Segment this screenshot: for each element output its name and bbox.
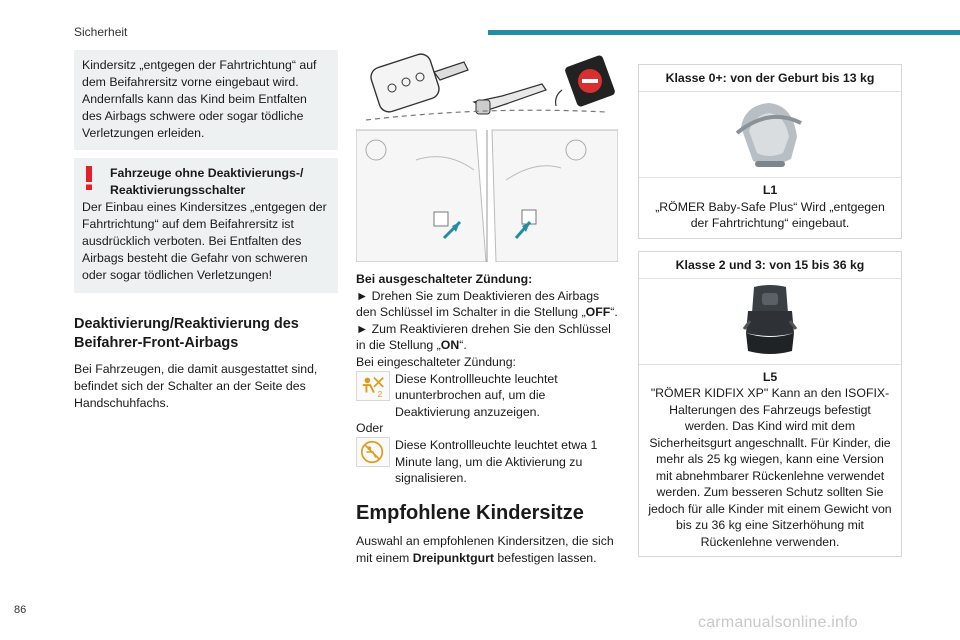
left-column <box>74 50 338 412</box>
exclamation-warning-icon <box>84 166 94 190</box>
section-heading: Deaktivierung/Reaktivierung des Beifahrer-Front-Airbags <box>74 316 299 351</box>
middle-column <box>356 50 620 567</box>
seat-table-class23 <box>638 251 902 558</box>
lamp-on-text: Diese Kontrollleuchte leuchtet etwa 1 Minute lang, um die Aktivierung zu signalisieren. <box>395 437 598 486</box>
switch-location-text: Bei Fahrzeugen, die damit ausgestattet sind, befindet sich der Schalter an der Seite des Handschuhfachs. <box>74 362 318 410</box>
seat-description <box>639 178 901 238</box>
warning-text: Der Einbau eines Kindersitzes „entgegen der Fahrtrichtung“ auf dem Beifahrersitz ist ausdrücklich verboten. Bei Entfalten des Airbags besteht die Gefahr von schweren oder sogar tödlichen Verletzungen! <box>82 200 327 282</box>
intro-text: Kindersitz „entgegen der Fahrtrichtung“ auf dem Beifahrersitz vorne eingebaut wird. Andernfalls kann das Kind beim Entfalten des Airbags schwere oder sogar tödliche Verletzungen erleiden. <box>82 58 317 140</box>
class-title: Klasse 0+: von der Geburt bis 13 kg <box>639 65 901 92</box>
reactivate-step: ► Zum Reaktivieren drehen Sie den Schlüssel in die Stellung „ON“. <box>356 321 611 353</box>
deactivate-step: ► Drehen Sie zum Deaktivieren des Airbags den Schlüssel im Schalter in die Stellung „OFF“. <box>356 288 618 320</box>
seat-text: "RÖMER KIDFIX XP" Kann an den ISOFIX-Halterungen des Fahrzeugs befestigt werden. Das Kind wird mit dem Sicherheitsgurt angeschnallt. Für Kinder, die mehr als 25 kg wiegen, kann eine Version mit abnehmbarer Rückenlehne verwendet werden. Zum besseren Schutz sollten Sie jedoch für alle Kinder mit einem Gewicht von bis zu 36 kg eine Sitzerhöhung mit Rückenlehne verwenden. <box>648 386 892 549</box>
seat-description <box>639 365 901 557</box>
recommended-seats-text: Auswahl an empfohlenen Kindersitzen, die sich mit einem Dreipunktgurt befestigen lassen. <box>356 533 614 565</box>
recommended-seats-heading: Empfohlene Kindersitze <box>356 501 584 524</box>
seat-image-cell <box>639 279 901 365</box>
warning-box <box>74 158 338 293</box>
dashboard-right-icon <box>492 130 618 262</box>
airbag-switch-illustration <box>356 50 618 262</box>
or-text: Oder <box>356 421 384 436</box>
baby-seat-icon <box>735 97 805 173</box>
seat-code: L1 <box>762 183 778 197</box>
seat-table-class0 <box>638 64 902 239</box>
airbag-on-warning-icon <box>356 437 390 467</box>
svg-text:2: 2 <box>377 388 383 399</box>
class-title: Klasse 2 und 3: von 15 bis 36 kg <box>639 252 901 279</box>
watermark: carmanualsonline.info <box>698 614 858 631</box>
instructions <box>356 271 620 487</box>
lamp-off-row <box>356 371 620 421</box>
right-column <box>638 64 902 557</box>
seat-code: L5 <box>762 369 778 384</box>
ignition-on-heading: Bei eingeschalteter Zündung: <box>356 354 516 369</box>
ignition-off-heading: Bei ausgeschalteter Zündung: <box>356 272 533 286</box>
airbag-off-warning-icon <box>356 371 390 401</box>
seat-text: „RÖMER Baby-Safe Plus“ Wird „entgegen der Fahrtrichtung“ eingebaut. <box>655 199 885 230</box>
lamp-on-row <box>356 437 620 487</box>
seat-image-cell <box>639 92 901 178</box>
page-number: 86 <box>14 604 27 616</box>
dashboard-left-icon <box>356 130 486 262</box>
intro-note <box>74 50 338 150</box>
lamp-off-text: Diese Kontrollleuchte leuchtet ununterbrochen auf, um die Deaktivierung anzuzeigen. <box>395 371 558 419</box>
warning-title: Fahrzeuge ohne Deaktivierungs-/ Reaktivierungsschalter <box>110 166 304 197</box>
header-accent-bar <box>488 30 960 35</box>
section-title: Sicherheit <box>74 25 128 39</box>
booster-seat-icon <box>740 283 800 359</box>
